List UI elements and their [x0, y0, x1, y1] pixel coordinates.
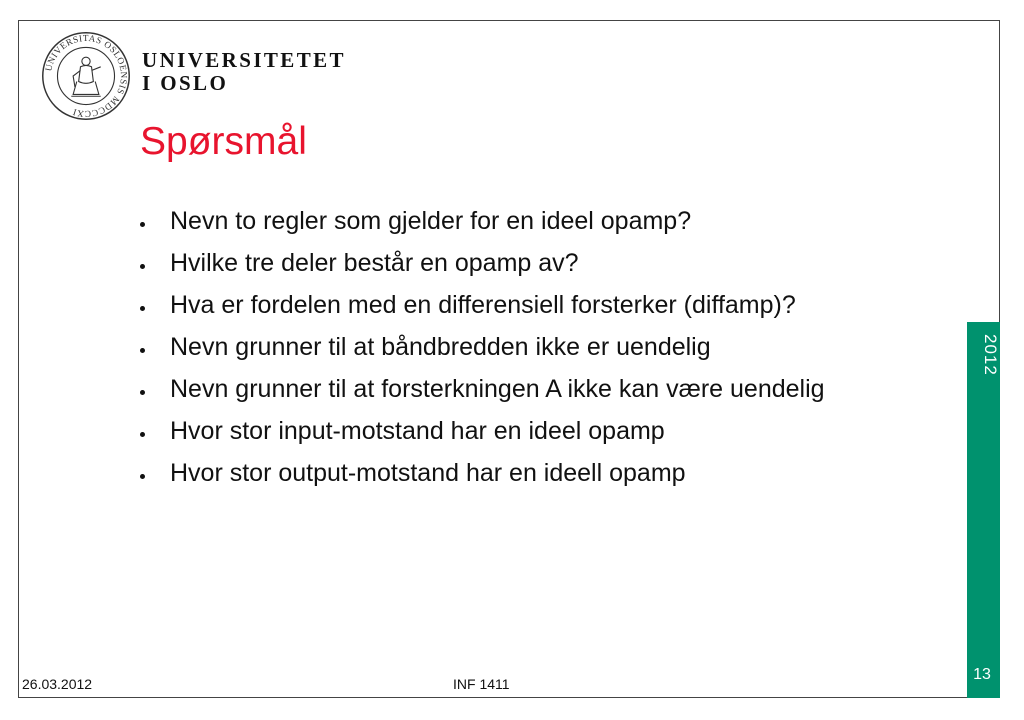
university-name — [142, 49, 346, 95]
university-name-line1: UNIVERSITETET — [142, 48, 346, 72]
bullet-dot-icon — [140, 390, 145, 395]
list-item — [128, 206, 938, 236]
bullet-text: Nevn grunner til at forsterkningen A ikke kan være uendelig — [170, 375, 825, 403]
bullet-text: Hvilke tre deler består en opamp av? — [170, 249, 579, 277]
list-item — [128, 248, 938, 278]
bullet-dot-icon — [140, 474, 145, 479]
bullet-text: Hvor stor input-motstand har en ideel opamp — [170, 417, 665, 445]
university-seal-logo — [40, 30, 132, 122]
bullet-text: Nevn to regler som gjelder for en ideel opamp? — [170, 207, 692, 235]
bullet-text: Hva er fordelen med en differensiell forsterker (diffamp)? — [170, 291, 796, 319]
list-item — [128, 458, 938, 488]
bullet-list — [128, 206, 938, 500]
page-number-tab — [967, 662, 1000, 698]
footer-date: 26.03.2012 — [22, 676, 93, 692]
bullet-text: Hvor stor output-motstand har en ideell opamp — [170, 459, 686, 487]
page-number: 13 — [973, 666, 991, 683]
bullet-dot-icon — [140, 222, 145, 227]
list-item — [128, 332, 938, 362]
list-item — [128, 290, 938, 320]
bullet-dot-icon — [140, 348, 145, 353]
svg-text:UNIVERSITAS OSLOENSIS MDCCCXI: UNIVERSITAS OSLOENSIS MDCCCXI — [43, 33, 130, 120]
bullet-text: Nevn grunner til at båndbredden ikke er uendelig — [170, 333, 711, 361]
university-name-line2: I OSLO — [142, 71, 229, 95]
list-item — [128, 416, 938, 446]
bullet-dot-icon — [140, 306, 145, 311]
footer-course: INF 1411 — [453, 676, 510, 692]
year-label: 2012 — [981, 334, 1000, 376]
slide-title: Spørsmål — [140, 120, 307, 163]
year-tab — [967, 322, 1000, 662]
list-item — [128, 374, 938, 404]
bullet-dot-icon — [140, 264, 145, 269]
bullet-dot-icon — [140, 432, 145, 437]
